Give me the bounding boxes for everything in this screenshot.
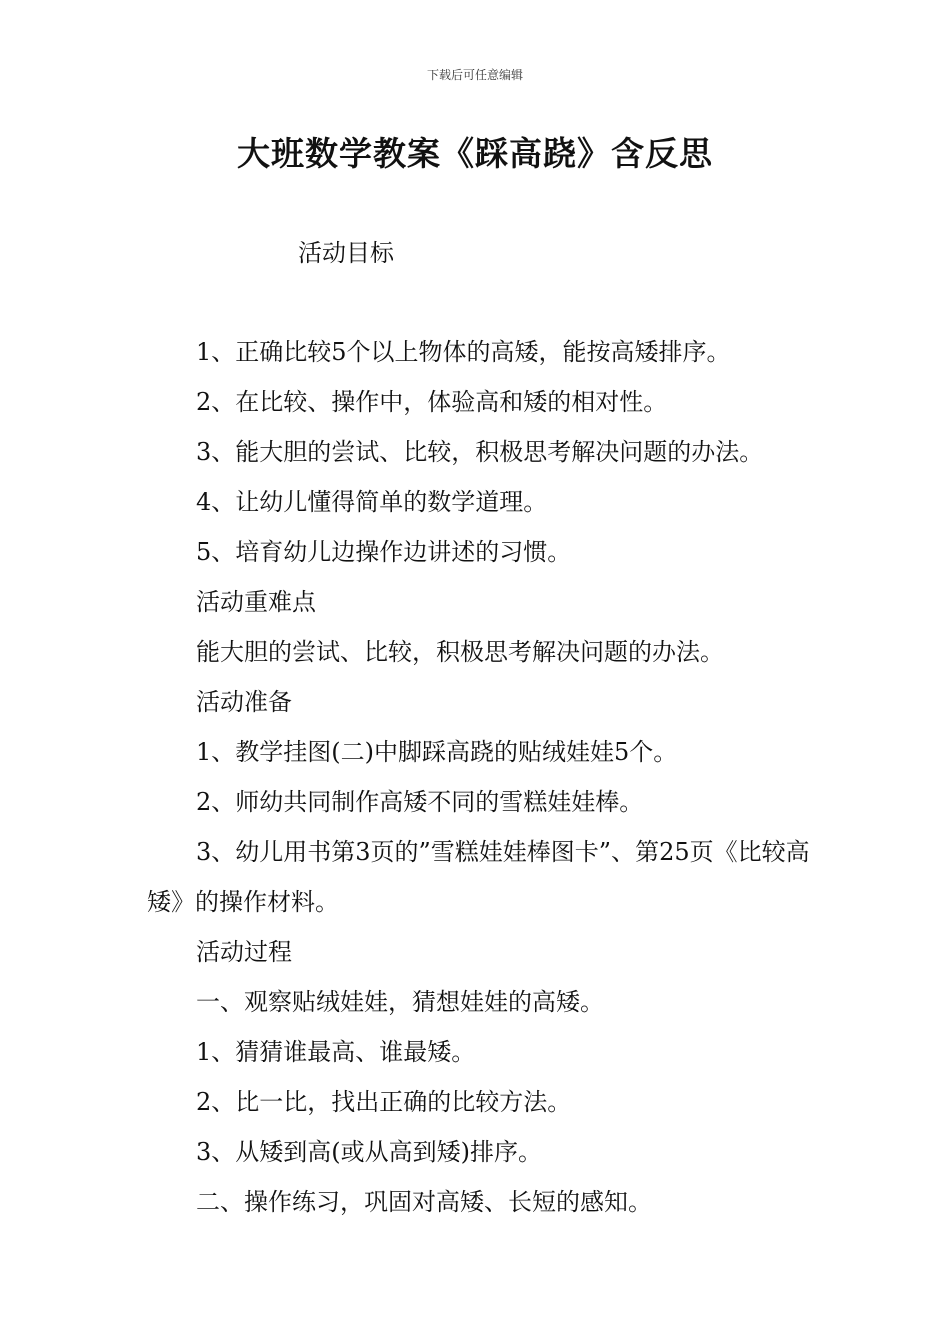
section-heading-preparation: 活动准备 [196, 688, 292, 716]
section-heading-process: 活动过程 [196, 938, 292, 966]
header-note: 下载后可任意编辑 [426, 68, 523, 82]
paragraph: 2、在比较、操作中，体验高和矮的相对性。 [196, 388, 668, 416]
paragraph: 1、正确比较5个以上物体的高矮，能按高矮排序。 [196, 338, 731, 366]
paragraph: 一、观察贴绒娃娃，猜想娃娃的高矮。 [196, 988, 604, 1016]
paragraph: 1、教学挂图(二)中脚踩高跷的贴绒娃娃5个。 [196, 738, 678, 766]
paragraph: 5、培育幼儿边操作边讲述的习惯。 [196, 538, 572, 566]
paragraph: 二、操作练习，巩固对高矮、长短的感知。 [196, 1188, 652, 1216]
paragraph: 2、比一比，找出正确的比较方法。 [196, 1088, 572, 1116]
paragraph: 1、猜猜谁最高、谁最矮。 [196, 1038, 476, 1066]
paragraph: 3、幼儿用书第3页的”雪糕娃娃棒图卡”、第25页《比较高矮》的操作材料。 [147, 838, 810, 916]
paragraph: 能大胆的尝试、比较，积极思考解决问题的办法。 [196, 638, 724, 666]
section-heading-key-points: 活动重难点 [196, 588, 316, 616]
paragraph: 2、师幼共同制作高矮不同的雪糕娃娃棒。 [196, 788, 644, 816]
document-body [147, 327, 817, 1227]
section-heading-goals: 活动目标 [298, 239, 394, 267]
paragraph: 4、让幼儿懂得简单的数学道理。 [196, 488, 548, 516]
document-title: 大班数学教案《踩高跷》含反思 [237, 134, 713, 173]
paragraph: 3、从矮到高(或从高到矮)排序。 [196, 1138, 542, 1166]
paragraph: 3、能大胆的尝试、比较，积极思考解决问题的办法。 [196, 438, 764, 466]
